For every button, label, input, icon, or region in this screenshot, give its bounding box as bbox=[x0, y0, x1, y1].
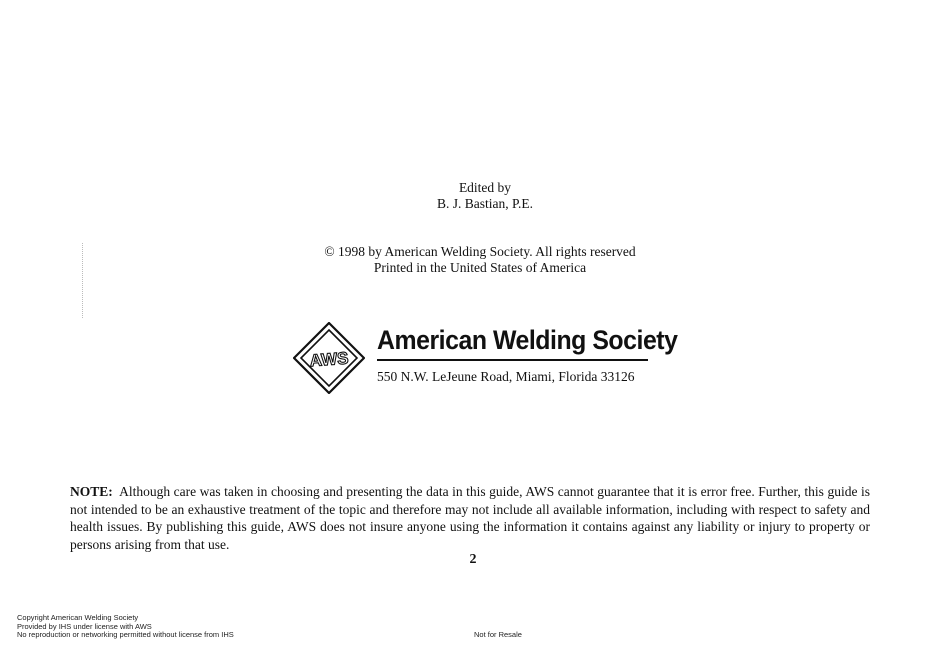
footer-line-2: Provided by IHS under license with AWS bbox=[17, 621, 152, 631]
editor-name: B. J. Bastian, P.E. bbox=[436, 196, 533, 211]
edited-by-label: Edited by bbox=[458, 180, 512, 195]
divider-rule bbox=[377, 359, 648, 361]
page-number: 2 bbox=[469, 552, 477, 567]
footer-line-3: No reproduction or networking permitted without license from IHS bbox=[17, 630, 234, 639]
footer-license bbox=[17, 614, 234, 640]
note-text: Although care was taken in choosing and presenting the data in this guide, AWS cannot guarantee that it is error free. Further, this guide is not intended to be an exhaustive treatment of the topic and therefore may not include all available information, including with respect to safety and health issues. By publishing this guide, AWS does not insure anyone using the information it contains against any liability or injury to property or persons arising from that use. bbox=[70, 484, 870, 552]
footer-line-1: Copyright American Welding Society bbox=[17, 613, 139, 622]
disclaimer-note bbox=[70, 483, 870, 553]
organization-name: American Welding Society bbox=[377, 325, 678, 355]
note-label: NOTE: bbox=[70, 484, 113, 499]
footer-not-for-resale: Not for Resale bbox=[474, 630, 522, 639]
organization-address: 550 N.W. LeJeune Road, Miami, Florida 33126 bbox=[377, 369, 635, 384]
scan-artifact bbox=[82, 243, 85, 318]
printed-in-notice: Printed in the United States of America bbox=[373, 260, 587, 275]
svg-text:AWS: AWS bbox=[309, 348, 350, 371]
copyright-notice: © 1998 by American Welding Society. All rights reserved bbox=[324, 244, 636, 259]
aws-logo-icon bbox=[293, 322, 365, 394]
